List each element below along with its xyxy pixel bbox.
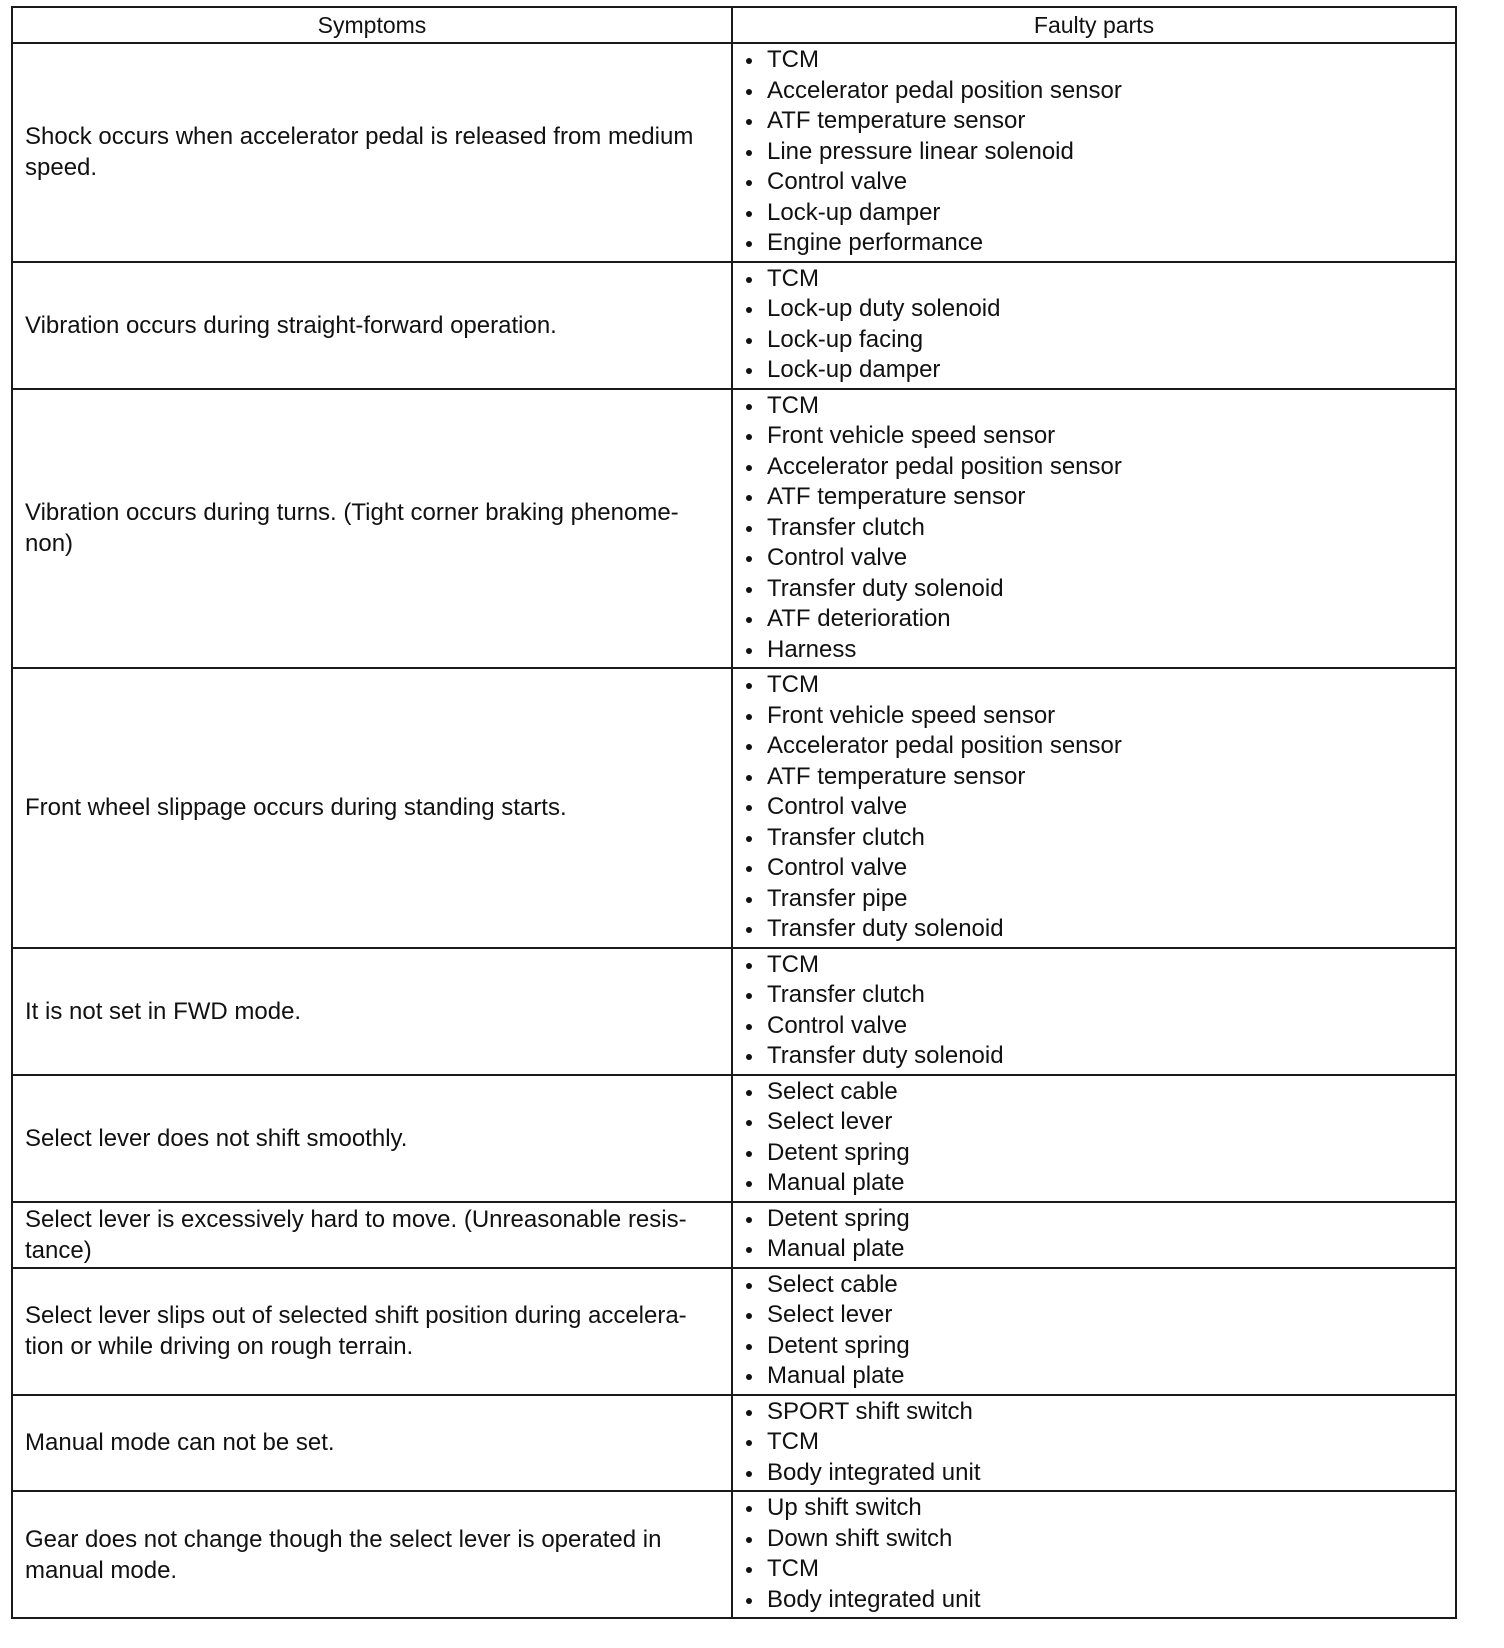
faulty-part-item: TCM	[733, 1427, 1455, 1458]
faulty-parts-list	[733, 391, 1455, 666]
table-row	[12, 43, 1456, 262]
faulty-part-item: Lock-up damper	[733, 198, 1455, 229]
table-body	[12, 43, 1456, 1618]
faulty-parts-cell	[732, 43, 1456, 262]
faulty-part-item: Select cable	[733, 1077, 1455, 1108]
faulty-part-item: Detent spring	[733, 1138, 1455, 1169]
table-row	[12, 389, 1456, 669]
faulty-part-item: SPORT shift switch	[733, 1397, 1455, 1428]
faulty-part-item: Transfer clutch	[733, 823, 1455, 854]
faulty-part-item: Front vehicle speed sensor	[733, 421, 1455, 452]
faulty-part-item: ATF temperature sensor	[733, 762, 1455, 793]
faulty-part-item: Select lever	[733, 1107, 1455, 1138]
faulty-part-item: Control valve	[733, 792, 1455, 823]
symptom-cell: Front wheel slippage occurs during standing starts.	[12, 668, 732, 948]
faulty-part-item: Up shift switch	[733, 1493, 1455, 1524]
faulty-part-item: Body integrated unit	[733, 1585, 1455, 1616]
symptom-cell: Gear does not change though the select lever is operated in manual mode.	[12, 1491, 732, 1618]
symptom-cell: Shock occurs when accelerator pedal is released from medium speed.	[12, 43, 732, 262]
faulty-part-item: Body integrated unit	[733, 1458, 1455, 1489]
symptom-cell: Select lever slips out of selected shift position during accelera-tion or while driving on rough terrain.	[12, 1268, 732, 1395]
faulty-part-item: Accelerator pedal position sensor	[733, 731, 1455, 762]
faulty-part-item: Transfer clutch	[733, 513, 1455, 544]
symptom-cell: Manual mode can not be set.	[12, 1395, 732, 1492]
symptom-cell: Vibration occurs during turns. (Tight corner braking phenome-non)	[12, 389, 732, 669]
faulty-part-item: Control valve	[733, 167, 1455, 198]
faulty-part-item: Manual plate	[733, 1168, 1455, 1199]
table-row	[12, 1075, 1456, 1202]
faulty-part-item: TCM	[733, 391, 1455, 422]
faulty-part-item: Lock-up facing	[733, 325, 1455, 356]
document-page	[11, 6, 1455, 1619]
table-row	[12, 262, 1456, 389]
table-row	[12, 668, 1456, 948]
symptom-table	[11, 6, 1457, 1619]
faulty-parts-cell	[732, 1491, 1456, 1618]
faulty-part-item: Lock-up duty solenoid	[733, 294, 1455, 325]
table-row	[12, 1202, 1456, 1268]
faulty-parts-list	[733, 1493, 1455, 1615]
faulty-part-item: TCM	[733, 45, 1455, 76]
faulty-part-item: Select cable	[733, 1270, 1455, 1301]
faulty-parts-cell	[732, 948, 1456, 1075]
table-row	[12, 948, 1456, 1075]
faulty-part-item: Detent spring	[733, 1331, 1455, 1362]
faulty-part-item: TCM	[733, 950, 1455, 981]
faulty-part-item: Harness	[733, 635, 1455, 666]
faulty-part-item: Control valve	[733, 543, 1455, 574]
faulty-parts-list	[733, 1397, 1455, 1489]
symptom-cell: Select lever is excessively hard to move. (Unreasonable resis-tance)	[12, 1202, 732, 1268]
faulty-part-item: Lock-up damper	[733, 355, 1455, 386]
faulty-part-item: TCM	[733, 1554, 1455, 1585]
table-row	[12, 1491, 1456, 1618]
faulty-part-item: Detent spring	[733, 1204, 1455, 1235]
faulty-part-item: Accelerator pedal position sensor	[733, 452, 1455, 483]
faulty-part-item: Control valve	[733, 1011, 1455, 1042]
faulty-part-item: ATF deterioration	[733, 604, 1455, 635]
faulty-part-item: Transfer clutch	[733, 980, 1455, 1011]
faulty-part-item: Transfer duty solenoid	[733, 1041, 1455, 1072]
faulty-part-item: Down shift switch	[733, 1524, 1455, 1555]
faulty-part-item: Transfer pipe	[733, 884, 1455, 915]
faulty-parts-cell	[732, 262, 1456, 389]
table-row	[12, 1395, 1456, 1492]
faulty-part-item: TCM	[733, 670, 1455, 701]
faulty-part-item: Front vehicle speed sensor	[733, 701, 1455, 732]
faulty-parts-list	[733, 670, 1455, 945]
faulty-part-item: Transfer duty solenoid	[733, 574, 1455, 605]
symptom-cell: It is not set in FWD mode.	[12, 948, 732, 1075]
faulty-parts-header: Faulty parts	[732, 7, 1456, 43]
faulty-parts-cell	[732, 389, 1456, 669]
symptom-cell: Select lever does not shift smoothly.	[12, 1075, 732, 1202]
faulty-part-item: Select lever	[733, 1300, 1455, 1331]
faulty-parts-cell	[732, 668, 1456, 948]
faulty-part-item: Control valve	[733, 853, 1455, 884]
header-row	[12, 7, 1456, 43]
symptoms-header: Symptoms	[12, 7, 732, 43]
faulty-parts-list	[733, 1204, 1455, 1265]
faulty-parts-cell	[732, 1395, 1456, 1492]
faulty-part-item: Accelerator pedal position sensor	[733, 76, 1455, 107]
faulty-parts-cell	[732, 1268, 1456, 1395]
faulty-parts-list	[733, 950, 1455, 1072]
faulty-parts-cell	[732, 1075, 1456, 1202]
faulty-part-item: TCM	[733, 264, 1455, 295]
faulty-part-item: Transfer duty solenoid	[733, 914, 1455, 945]
faulty-parts-list	[733, 1270, 1455, 1392]
table-row	[12, 1268, 1456, 1395]
faulty-part-item: Manual plate	[733, 1361, 1455, 1392]
faulty-parts-cell	[732, 1202, 1456, 1268]
faulty-part-item: Manual plate	[733, 1234, 1455, 1265]
faulty-part-item: ATF temperature sensor	[733, 482, 1455, 513]
faulty-parts-list	[733, 45, 1455, 259]
symptom-cell: Vibration occurs during straight-forward operation.	[12, 262, 732, 389]
faulty-parts-list	[733, 1077, 1455, 1199]
faulty-part-item: Engine performance	[733, 228, 1455, 259]
faulty-part-item: ATF temperature sensor	[733, 106, 1455, 137]
faulty-parts-list	[733, 264, 1455, 386]
faulty-part-item: Line pressure linear solenoid	[733, 137, 1455, 168]
